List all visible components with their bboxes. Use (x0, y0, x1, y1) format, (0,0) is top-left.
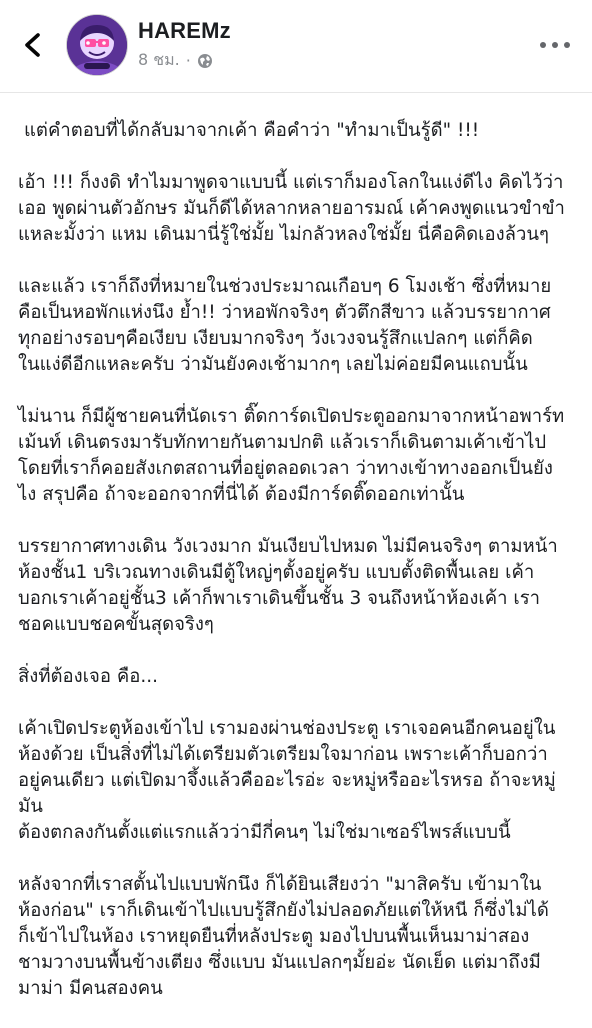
globe-icon (197, 53, 213, 69)
more-dot (552, 42, 558, 48)
post-header (0, 0, 592, 93)
post-paragraph: เอ้า !!! ก็งงดิ ทำไมมาพูดจาแบบนี้ แต่เราก็มองโลกในแง่ดีไง คิดไว้ว่า เออ พูดผ่านตัวอักษร มันก็ดีได้หลากหลายอารมณ์ เค้าคงพูดแนวขำขำ แหละมั้งว่า แหม เดินมานี่รู้ใช่มั้ย ไม่กลัวหลงใช่มั้ย นี่คือคิดเองล้วนๆ (18, 172, 565, 245)
meta-separator: · (185, 51, 191, 70)
chevron-left-icon (22, 32, 44, 58)
post-paragraph: เค้าเปิดประตูห้องเข้าไป เรามองผ่านช่องประตู เราเจอคนอีกคนอยู่ใน ห้องด้วย เป็นสิ่งที่ไม่ได้เตรียมตัวเตรียมใจมาก่อน เพราะเค้าก็บอกว่า อยู่คนเดียว แต่เปิดมาจึ้งแล้วคืออะไรอ่ะ จะหมู่หรืออะไรหรอ ถ้าจะหมู่มัน ต้องตกลงกันตั้งแต่แรกแล้วว่ามีกี่คนๆ ไม่ใช่มาเซอร์ไพรส์แบบนี้ (18, 718, 556, 843)
post-paragraph: ไม่นาน ก็มีผู้ชายคนที่นัดเรา ติ๊ดการ์ดเปิดประตูออกมาจากหน้าอพาร์ท เม้นท์ เดินตรงมารับทักทายกันตามปกติ แล้วเราก็เดินตามเค้าเข้าไป โดยที่เราก็คอยสังเกตสถานที่อยู่ตลอดเวลา ว่าทางเข้าทางออกเป็นยัง ไง สรุปคือ ถ้าจะออกจากที่นี่ได้ ต้องมีการ์ดติ๊ดออกเท่านั้น (18, 406, 565, 505)
avatar[interactable] (66, 14, 128, 76)
author-name[interactable]: HAREMz (138, 18, 231, 43)
post-paragraph: แต่คำตอบที่ได้กลับมาจากเค้า คือคำว่า "ทำมาเป็นรู้ดี" !!! (24, 120, 480, 141)
post-paragraph: สิ่งที่ต้องเจอ คือ... (18, 666, 158, 687)
more-options-button[interactable] (540, 36, 570, 54)
more-dot (564, 42, 570, 48)
cartoon-avatar-icon (67, 15, 127, 75)
post-body (18, 118, 578, 1028)
post-meta (138, 48, 213, 73)
post-paragraph: บรรยากาศทางเดิน วังเวงมาก มันเงียบไปหมด ไม่มีคนจริงๆ ตามหน้า ห้องชั้น1 บริเวณทางเดินมีตู้ใหญ่ๆตั้งอยู่ครับ แบบตั้งติดพื้นเลย เค้า บอกเราเค้าอยู่ชั้น3 เค้าก็พาเราเดินขึ้นชั้น 3 จนถึงหน้าห้องเค้า เรา ชอคแบบชอคขั้นสุดจริงๆ (18, 536, 558, 635)
post-time[interactable]: 8 ชม. (138, 50, 180, 69)
post-paragraph: และแล้ว เราก็ถึงที่หมายในช่วงประมาณเกือบๆ 6 โมงเช้า ซึ่งที่หมาย คือเป็นหอพักแห่งนึง ย้ำ!! ว่าหอพักจริงๆ ตัวตึกสีขาว แล้วบรรยากาศ ทุกอย่างรอบๆคือเงียบ เงียบมากจริงๆ วังเวงจนรู้สึกแปลกๆ แต่ก็คิด ในแง่ดีอีกแหละครับ ว่ามันยังคงเช้ามากๆ เลยไม่ค่อยมีคนแถบนั้น (18, 276, 552, 375)
back-button[interactable] (18, 30, 48, 60)
post-paragraph: หลังจากที่เราสตั้นไปแบบพักนึง ก็ได้ยินเสียงว่า "มาสิครับ เข้ามาใน ห้องก่อน" เราก็เดินเข้าไปแบบรู้สึกยังไม่ปลอดภัยแต่ให้หนี ก็ซึ่งไม่ได้ ก็เข้าไปในห้อง เราหยุดยืนที่หลังประตู มองไปบนพื้นเห็นมาม่าสอง ชามวางบนพื้นข้างเตียง ซึ่งแบบ มันแปลกๆมั้ยอ่ะ นัดเย็ด แต่มาถึงมี มาม่า มีคนสองคน (18, 874, 549, 999)
more-dot (540, 42, 546, 48)
